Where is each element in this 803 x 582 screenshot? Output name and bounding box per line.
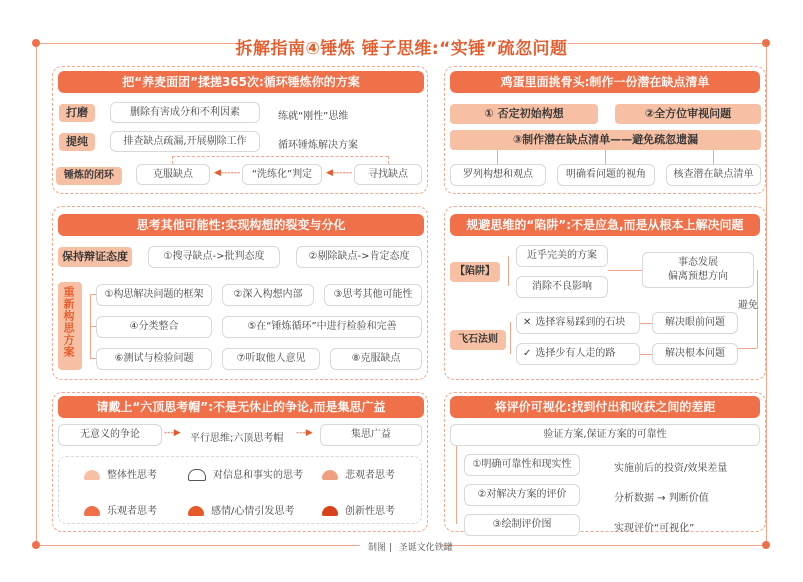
result-2: 解决根本问题 bbox=[652, 343, 738, 365]
section-defects-header: 鸡蛋里面挑骨头:制作一份潜在缺点清单 bbox=[450, 71, 760, 93]
rethink-label: 重新构思方案 bbox=[62, 286, 75, 358]
hat-icon bbox=[188, 469, 206, 481]
evaluate-desc-2: 分析数据 → 判断价值 bbox=[614, 493, 709, 504]
trap-item-1: 近乎完美的方案 bbox=[516, 245, 608, 267]
left-frame-line bbox=[36, 47, 37, 543]
evaluate-top: 验证方案,保证方案的可靠性 bbox=[450, 424, 760, 446]
defects-step-1: ① 否定初始构想 bbox=[450, 104, 598, 124]
loop-label: 锤炼的闭环 bbox=[56, 167, 122, 185]
section-possibilities-header: 思考其他可能性:实现构想的裂变与分化 bbox=[58, 214, 424, 236]
flow-arrow-1: ---▶ bbox=[164, 428, 181, 438]
hat-icon bbox=[322, 470, 338, 480]
section-evaluate-header: 将评价可视化:找到付出和收获之间的差距 bbox=[450, 396, 760, 418]
attitude-item-1: ①搜寻缺点->批判态度 bbox=[148, 246, 280, 268]
law-branch bbox=[510, 322, 511, 354]
law-label: 飞石法则 bbox=[450, 330, 506, 350]
rethink-item-3: ③思考其他可能性 bbox=[324, 284, 422, 306]
defects-sub-1: 罗列构想和观点 bbox=[450, 164, 546, 186]
trap-item-2: 消除不良影响 bbox=[516, 276, 608, 298]
hat-4 bbox=[84, 502, 157, 517]
hat-icon bbox=[84, 506, 100, 516]
defects-step-3: ③制作潜在缺点清单——避免疏忽遗漏 bbox=[450, 130, 761, 150]
hat-3-label: 悲观者思考 bbox=[345, 470, 395, 481]
evaluate-desc-1: 实施前后的投资/效果差量 bbox=[614, 463, 728, 474]
choice-1-connector bbox=[640, 323, 652, 324]
bottom-line-left bbox=[40, 545, 360, 546]
defects-branch-3 bbox=[713, 150, 714, 164]
rethink-item-6: ⑥测试与检验问题 bbox=[96, 348, 212, 370]
hat-5 bbox=[188, 502, 294, 517]
action-purify: 排查缺点疏漏,开展剔除工作 bbox=[110, 131, 260, 152]
footer bbox=[368, 540, 453, 553]
hat-icon bbox=[322, 506, 338, 516]
defects-sub-3: 核查潜在缺点清单 bbox=[666, 164, 761, 186]
loop-arrow-2: ◀------ bbox=[326, 168, 353, 178]
develop-line-1: 事态发展 bbox=[678, 257, 718, 268]
top-right-dot bbox=[762, 39, 770, 47]
hat-icon bbox=[188, 506, 204, 516]
loop-step-judge: “洗练化”判定 bbox=[242, 164, 322, 185]
trap-to-develop bbox=[608, 270, 642, 271]
section-hats-header: 请戴上“六顶思考帽”:不是无休止的争论,而是集思广益 bbox=[58, 396, 424, 418]
defects-branch-2 bbox=[605, 150, 606, 164]
section-knead-header: 把“养麦面团”揉搓365次:循环锤炼你的方案 bbox=[58, 71, 424, 93]
loop-return-right bbox=[388, 156, 389, 164]
flow-parallel: 平行思维;六顶思考帽 bbox=[190, 433, 284, 444]
rethink-item-1: ①构思解决问题的框架 bbox=[96, 284, 212, 306]
loop-step-find: 寻找缺点 bbox=[354, 164, 422, 185]
rethink-item-8: ⑧克服缺点 bbox=[330, 348, 422, 370]
action-polish: 删除有害成分和不利因素 bbox=[110, 102, 260, 123]
footer-brand: 圣诞文化铁罐 bbox=[398, 543, 453, 553]
evaluate-item-1: ①明确可靠性和现实性 bbox=[464, 454, 580, 476]
hat-icon bbox=[84, 470, 100, 480]
rethink-item-5: ⑤在“锤炼循环”中进行检验和完善 bbox=[222, 316, 422, 338]
develop-box bbox=[642, 252, 754, 288]
check-icon: ✓ bbox=[523, 348, 532, 359]
loop-return-top bbox=[172, 156, 388, 157]
tag-purify: 提纯 bbox=[59, 133, 95, 151]
choice-2-connector bbox=[640, 354, 652, 355]
page-title: 拆解指南④锤炼 锤子思维:“实锤”疏忽问题 bbox=[235, 39, 568, 59]
right-frame-line bbox=[766, 47, 767, 543]
defects-branch-1 bbox=[497, 150, 498, 164]
hat-3 bbox=[322, 466, 395, 481]
loop-return-left bbox=[172, 156, 173, 164]
defects-sub-2: 明确看问题的视角 bbox=[557, 164, 655, 186]
loop-arrow-1: ◀------ bbox=[214, 168, 241, 178]
trap-label: 【陷阱】 bbox=[450, 262, 500, 282]
evaluate-item-2: ②对解决方案的评价 bbox=[464, 484, 580, 506]
hat-2-label: 对信息和事实的思考 bbox=[213, 470, 303, 481]
section-traps-header: 规避思维的“陷阱”:不是应急,而是从根本上解决问题 bbox=[450, 214, 760, 236]
flow-arrow-2: ---▶ bbox=[296, 428, 313, 438]
hat-5-label: 感情/心情引发思考 bbox=[211, 506, 295, 517]
hat-1 bbox=[84, 466, 157, 481]
avoid-label: 避免 bbox=[738, 300, 758, 311]
attitude-item-2: ②剔除缺点->肯定态度 bbox=[296, 246, 422, 268]
evaluate-item-3: ③绘制评价图 bbox=[464, 514, 580, 536]
hat-4-label: 乐观者思考 bbox=[107, 506, 157, 517]
choice-2 bbox=[516, 343, 640, 365]
rethink-item-2: ②深入构想内部 bbox=[222, 284, 314, 306]
flow-brainstorm: 集思广益 bbox=[320, 424, 422, 446]
attitude-label: 保持辩证态度 bbox=[58, 247, 132, 267]
choice-1-text: 选择容易踩到的石块 bbox=[535, 317, 626, 328]
rethink-item-4: ④分类整合 bbox=[96, 316, 212, 338]
rethink-item-7: ⑦听取他人意见 bbox=[222, 348, 320, 370]
trap-branch bbox=[508, 256, 509, 286]
loop-step-overcome: 克服缺点 bbox=[136, 164, 210, 185]
cross-icon: ✕ bbox=[523, 317, 532, 328]
evaluate-tree bbox=[456, 446, 457, 524]
evaluate-desc-3: 实现评价“可视化” bbox=[614, 523, 695, 534]
develop-line-2: 偏离预想方向 bbox=[668, 271, 728, 282]
avoid-to-result bbox=[738, 348, 757, 349]
bottom-left-dot bbox=[32, 541, 40, 549]
bottom-right-dot bbox=[762, 541, 770, 549]
hat-6-label: 创新性思考 bbox=[345, 506, 395, 517]
tag-polish: 打磨 bbox=[59, 104, 95, 122]
goal-purify: 循环锤炼解决方案 bbox=[278, 140, 358, 151]
choice-2-text: 选择少有人走的路 bbox=[535, 348, 616, 359]
goal-polish: 练就“刚性”思维 bbox=[278, 111, 349, 122]
choice-1 bbox=[516, 312, 640, 334]
hat-2 bbox=[188, 466, 303, 481]
hat-1-label: 整体性思考 bbox=[107, 470, 157, 481]
defects-step-2: ②全方位审视问题 bbox=[615, 104, 761, 124]
result-1: 解决眼前问题 bbox=[652, 312, 738, 334]
footer-label: 制图 | bbox=[368, 543, 392, 553]
hat-6 bbox=[322, 502, 395, 517]
flow-argue: 无意义的争论 bbox=[58, 424, 162, 446]
bottom-line-right bbox=[440, 545, 762, 546]
title-line-right bbox=[568, 43, 762, 44]
